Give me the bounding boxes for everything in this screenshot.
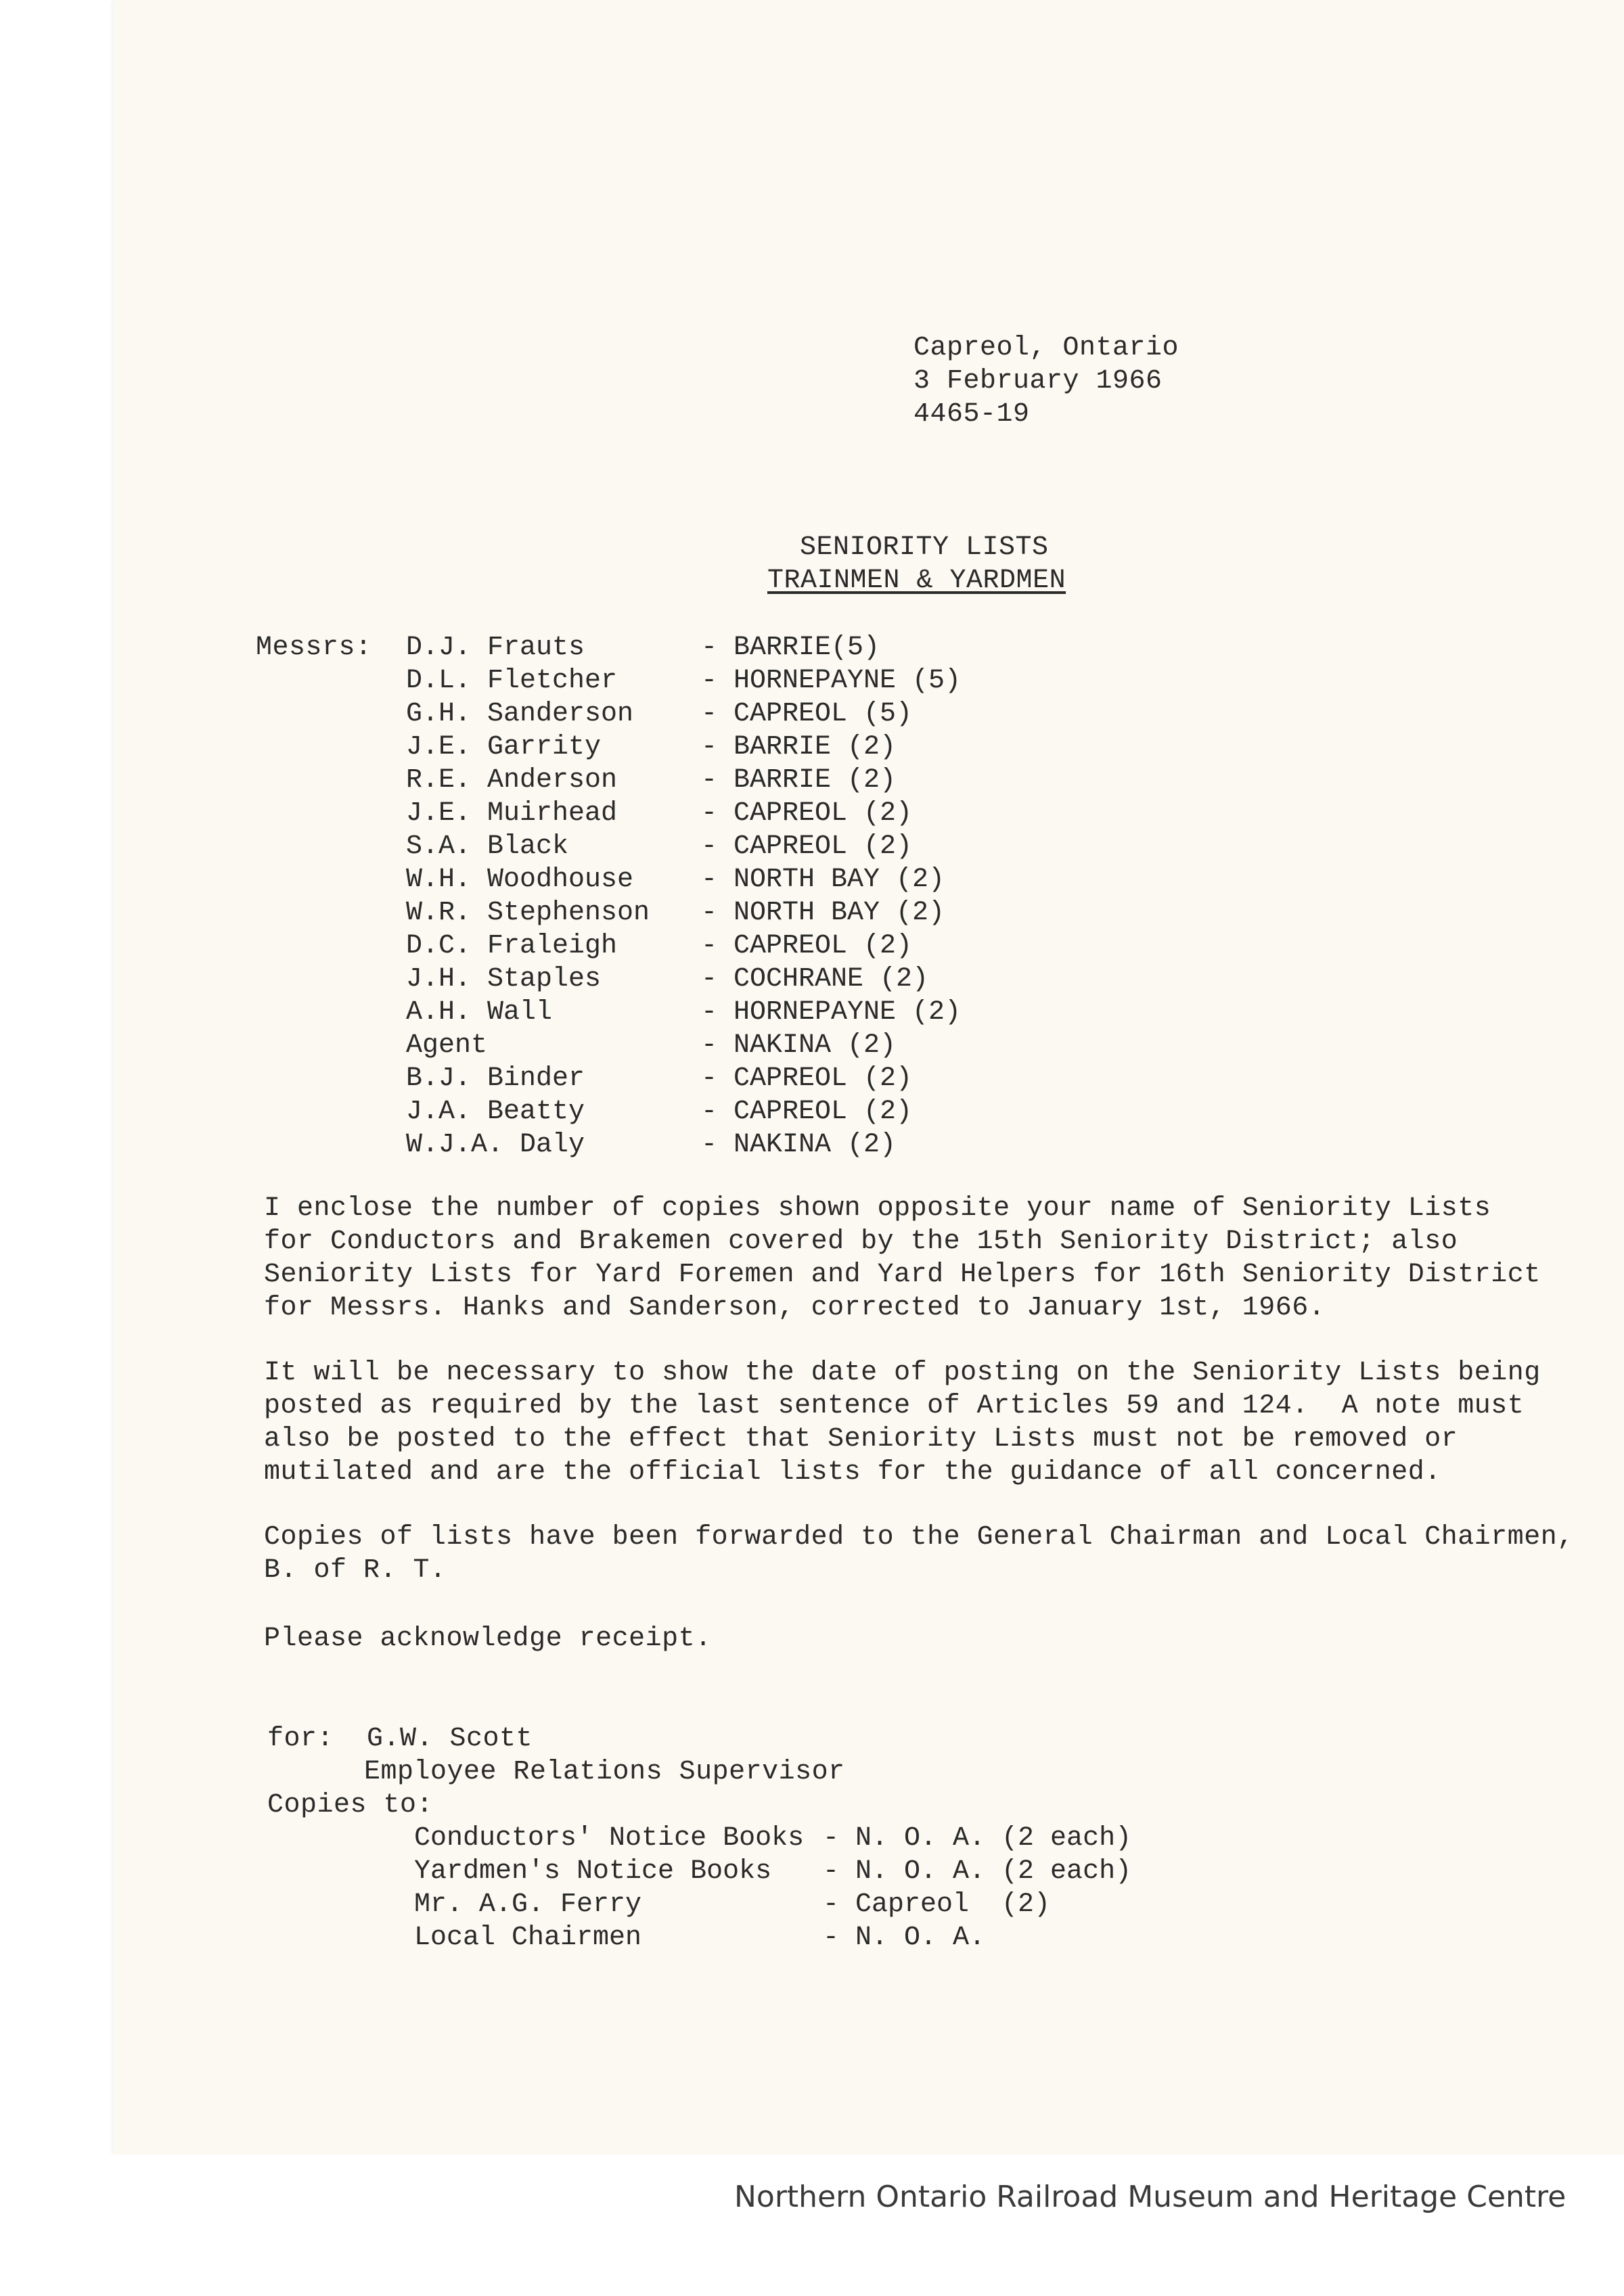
recipient-location: - HORNEPAYNE (5) [701, 666, 962, 696]
copy-recipient: Local Chairmen [414, 1923, 642, 1953]
signature-title: Employee Relations Supervisor [364, 1757, 845, 1787]
paragraph-line: I enclose the number of copies shown opposite your name of Seniority Lists [264, 1193, 1491, 1224]
recipient-location: - NORTH BAY (2) [701, 898, 945, 928]
copy-recipient: Conductors' Notice Books [414, 1823, 805, 1854]
recipient-name: Agent [406, 1030, 488, 1061]
copy-destination: - Capreol (2) [823, 1889, 1051, 1920]
recipient-location: - CAPREOL (2) [701, 931, 913, 961]
recipient-name: D.J. Frauts [406, 633, 585, 663]
recipient-name: D.C. Fraleigh [406, 931, 618, 961]
paragraph-line: Copies of lists have been forwarded to the General Chairman and Local Chairmen, [264, 1522, 1574, 1553]
paragraph-line: It will be necessary to show the date of posting on the Seniority Lists being [264, 1358, 1541, 1388]
salutation: Messrs: [256, 633, 372, 663]
header-place: Capreol, Ontario [914, 333, 1179, 363]
recipient-name: R.E. Anderson [406, 765, 618, 796]
recipient-location: - BARRIE (2) [701, 732, 897, 762]
recipient-name: G.H. Sanderson [406, 699, 634, 729]
recipient-location: - HORNEPAYNE (2) [701, 997, 962, 1028]
recipient-location: - BARRIE (2) [701, 765, 897, 796]
recipient-location: - NAKINA (2) [701, 1130, 897, 1160]
paragraph-line: for Conductors and Brakemen covered by the 15th Seniority District; also [264, 1226, 1458, 1257]
document-title: SENIORITY LISTS [800, 532, 1049, 563]
paragraph-line: mutilated and are the official lists for the guidance of all concerned. [264, 1457, 1441, 1488]
document-subtitle: TRAINMEN & YARDMEN [767, 566, 1066, 596]
recipient-location: - CAPREOL (5) [701, 699, 913, 729]
recipient-name: D.L. Fletcher [406, 666, 618, 696]
header-date: 3 February 1966 [914, 366, 1163, 396]
recipient-name: J.E. Muirhead [406, 798, 618, 829]
copies-to-label: Copies to: [267, 1790, 434, 1820]
recipient-name: B.J. Binder [406, 1063, 585, 1094]
recipient-name: J.A. Beatty [406, 1097, 585, 1127]
copy-destination: - N. O. A. (2 each) [823, 1856, 1132, 1887]
paragraph-line: for Messrs. Hanks and Sanderson, corrected to January 1st, 1966. [264, 1293, 1326, 1323]
recipient-location: - COCHRANE (2) [701, 964, 929, 994]
recipient-location: - NORTH BAY (2) [701, 865, 945, 895]
paragraph-line: posted as required by the last sentence of Articles 59 and 124. A note must [264, 1391, 1525, 1421]
copy-destination: - N. O. A. [823, 1923, 986, 1953]
recipient-location: - CAPREOL (2) [701, 831, 913, 862]
paragraph-line: B. of R. T. [264, 1555, 447, 1586]
recipient-name: J.H. Staples [406, 964, 602, 994]
copy-recipient: Yardmen's Notice Books [414, 1856, 772, 1887]
recipient-location: - BARRIE(5) [701, 633, 880, 663]
recipient-name: J.E. Garrity [406, 732, 602, 762]
copy-recipient: Mr. A.G. Ferry [414, 1889, 642, 1920]
archive-credit: Northern Ontario Railroad Museum and Heritage Centre [734, 2180, 1566, 2214]
acknowledge-request: Please acknowledge receipt. [264, 1624, 712, 1654]
page-margin [0, 2155, 1624, 2296]
recipient-location: - CAPREOL (2) [701, 798, 913, 829]
paragraph-line: also be posted to the effect that Seniority Lists must not be removed or [264, 1424, 1458, 1454]
signature-for-line: for: G.W. Scott [267, 1724, 533, 1754]
header-file-number: 4465-19 [914, 399, 1030, 430]
recipient-name: S.A. Black [406, 831, 569, 862]
recipient-location: - CAPREOL (2) [701, 1097, 913, 1127]
recipient-name: A.H. Wall [406, 997, 553, 1028]
paragraph-line: Seniority Lists for Yard Foremen and Yard Helpers for 16th Seniority District [264, 1260, 1541, 1290]
recipient-name: W.R. Stephenson [406, 898, 650, 928]
copy-destination: - N. O. A. (2 each) [823, 1823, 1132, 1854]
recipient-name: W.H. Woodhouse [406, 865, 634, 895]
recipient-location: - NAKINA (2) [701, 1030, 897, 1061]
recipient-name: W.J.A. Daly [406, 1130, 585, 1160]
recipient-location: - CAPREOL (2) [701, 1063, 913, 1094]
